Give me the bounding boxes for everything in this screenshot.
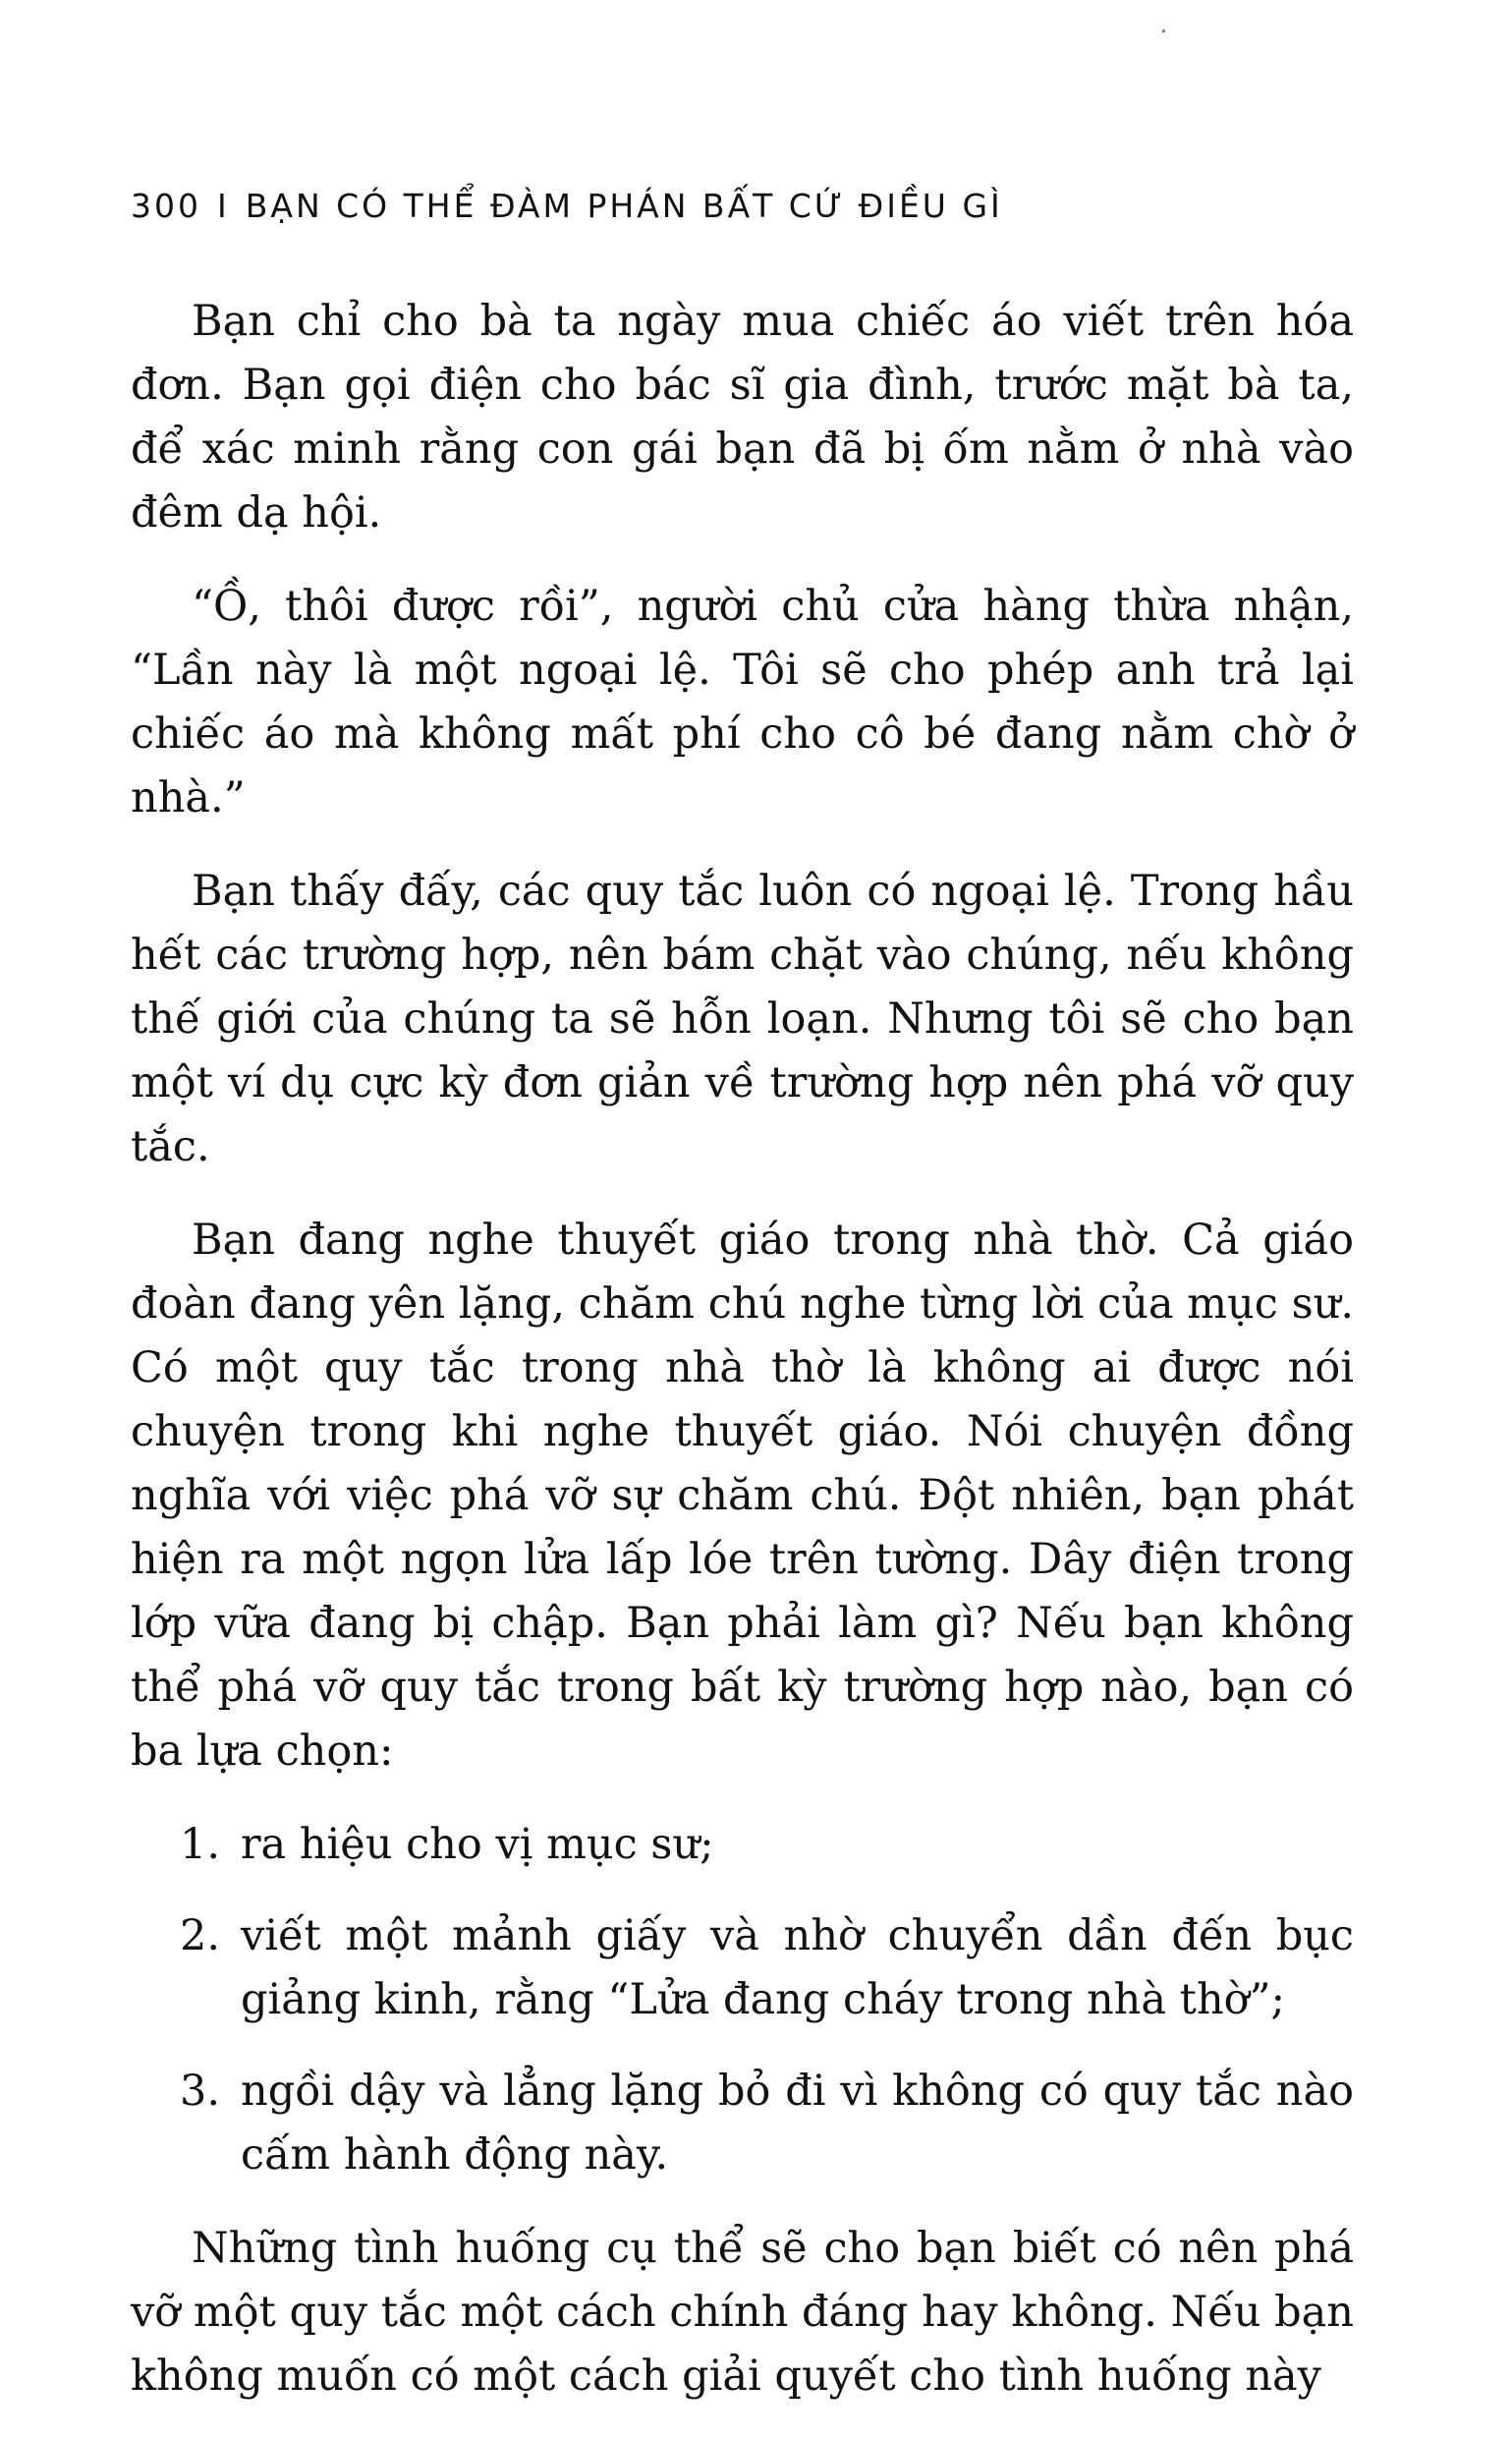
list-number: 2. (180, 1911, 221, 1960)
choices-list (131, 1813, 1354, 2187)
paragraph: Bạn thấy đấy, các quy tắc luôn có ngoại lệ. Trong hầu hết các trường hợp, nên bám chặt vào chúng, nếu không thế giới của chúng ta sẽ hỗn loạn. Nhưng tôi sẽ cho bạn một ví dụ cực kỳ đơn giản về trường hợp nên phá vỡ quy tắc. (131, 867, 1354, 1171)
list-text: ngồi dậy và lẳng lặng bỏ đi vì không có quy tắc nào cấm hành động này. (241, 2067, 1354, 2180)
list-number: 3. (180, 2067, 221, 2116)
paragraph: Bạn chỉ cho bà ta ngày mua chiếc áo viết trên hóa đơn. Bạn gọi điện cho bác sĩ gia đình, trước mặt bà ta, để xác minh rằng con gái bạn đã bị ốm nằm ở nhà vào đêm dạ hội. (131, 297, 1354, 538)
body-text (131, 290, 1354, 2438)
book-title: BẠN CÓ THỂ ĐÀM PHÁN BẤT CỨ ĐIỀU GÌ (245, 187, 1003, 225)
list-text: viết một mảnh giấy và nhờ chuyển dần đến bục giảng kinh, rằng “Lửa đang cháy trong nhà thờ”; (241, 1911, 1354, 2024)
running-header (131, 187, 1003, 225)
list-number: 1. (180, 1820, 221, 1869)
paragraph: Bạn đang nghe thuyết giáo trong nhà thờ. Cả giáo đoàn đang yên lặng, chăm chú nghe từng lời của mục sư. Có một quy tắc trong nhà thờ là không ai được nói chuyện trong khi nghe thuyết giáo. Nói chuyện đồng nghĩa với việc phá vỡ sự chăm chú. Đột nhiên, bạn phát hiện ra một ngọn lửa lấp lóe trên tường. Dây điện trong lớp vữa đang bị chập. Bạn phải làm gì? Nếu bạn không thể phá vỡ quy tắc trong bất kỳ trường hợp nào, bạn có ba lựa chọn: (131, 1216, 1354, 1776)
paragraph: “Ồ, thôi được rồi”, người chủ cửa hàng thừa nhận, “Lần này là một ngoại lệ. Tôi sẽ cho phép anh trả lại chiếc áo mà không mất phí cho cô bé đang nằm chờ ở nhà.” (131, 582, 1354, 822)
list-text: ra hiệu cho vị mục sư; (241, 1820, 714, 1869)
page-number: 300 (131, 187, 201, 225)
header-separator: I (217, 187, 230, 225)
scan-speck (1162, 29, 1165, 32)
list-item (131, 1904, 1354, 2032)
list-item (131, 1813, 1354, 1877)
closing-paragraph: Những tình huống cụ thể sẽ cho bạn biết có nên phá vỡ một quy tắc một cách chính đáng hay không. Nếu bạn không muốn có một cách giải quyết cho tình huống này (131, 2224, 1354, 2401)
list-item (131, 2060, 1354, 2187)
